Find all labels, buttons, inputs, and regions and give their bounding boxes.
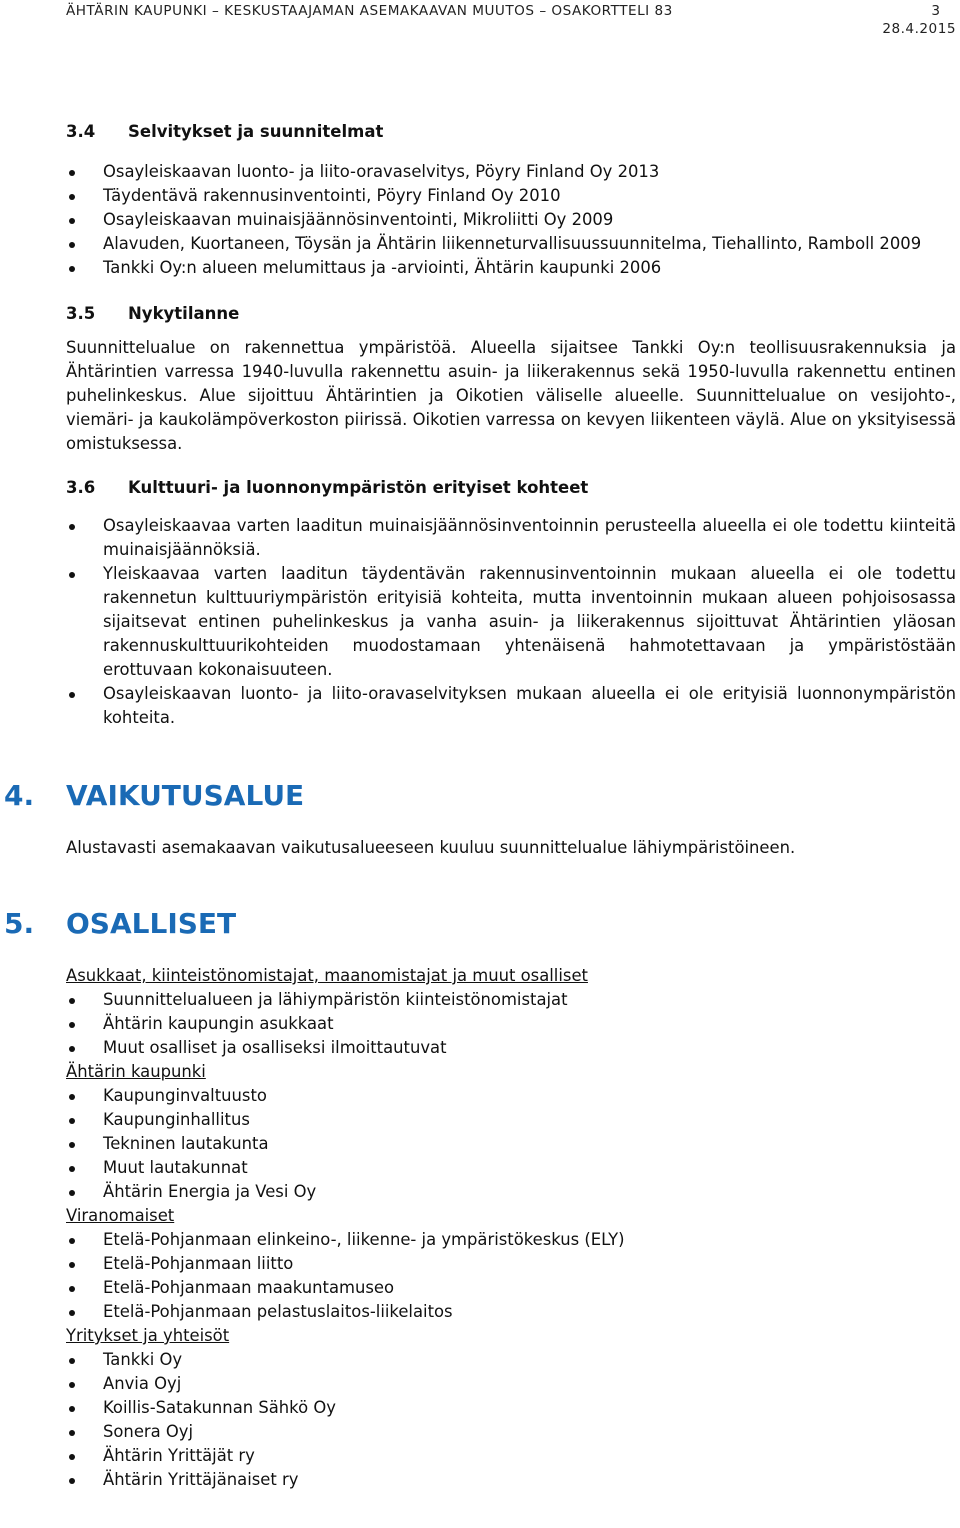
document-date: 28.4.2015 bbox=[882, 21, 956, 37]
page-header bbox=[0, 0, 960, 50]
list-item: Täydentävä rakennusinventointi, Pöyry Finland Oy 2010 bbox=[66, 184, 956, 208]
group-title-residents: Asukkaat, kiinteistönomistajat, maanomistajat ja muut osalliset bbox=[66, 966, 588, 985]
section-title: OSALLISET bbox=[66, 907, 237, 940]
list-item: Koillis-Satakunnan Sähkö Oy bbox=[66, 1396, 956, 1420]
list-item: Sonera Oyj bbox=[66, 1420, 956, 1444]
section-title: Nykytilanne bbox=[128, 304, 240, 323]
list-item: Osayleiskaavan muinaisjäännösinventointi, Mikroliitti Oy 2009 bbox=[66, 208, 956, 232]
list-item: Etelä-Pohjanmaan pelastuslaitos-liikelaitos bbox=[66, 1300, 956, 1324]
section-title: VAIKUTUSALUE bbox=[66, 779, 305, 812]
section-number: 4. bbox=[4, 779, 35, 812]
document-body bbox=[4, 120, 956, 1492]
list-item: Tankki Oy bbox=[66, 1348, 956, 1372]
page-number: 3 bbox=[931, 3, 940, 19]
section-5-heading bbox=[4, 904, 956, 944]
section-title: Kulttuuri- ja luonnonympäristön erityiset kohteet bbox=[128, 478, 589, 497]
section-number: 5. bbox=[4, 907, 35, 940]
list-item: Osayleiskaavaa varten laaditun muinaisjäännösinventoinnin perusteella alueella ei ole todettu kiinteitä muinaisjäännöksiä. bbox=[66, 514, 956, 562]
section-3-6-heading bbox=[66, 476, 956, 500]
list-item: Tekninen lautakunta bbox=[66, 1132, 956, 1156]
studies-list bbox=[66, 160, 956, 280]
city-list bbox=[66, 1084, 956, 1204]
authorities-list bbox=[66, 1228, 956, 1324]
section-4-heading bbox=[4, 776, 956, 816]
list-item: Anvia Oyj bbox=[66, 1372, 956, 1396]
list-item: Kaupunginhallitus bbox=[66, 1108, 956, 1132]
list-item: Yleiskaavaa varten laaditun täydentävän rakennusinventoinnin mukaan alueella ei ole todettu rakennetun kulttuuriympäristön erityisiä kohteita, mutta inventoinnin mukaan alueen pohjoisosassa sijaitsevat entinen puhelinkeskus ja vanha asuin- ja liikerakennus sijoittuvat Ähtärintien yläosan rakennuskulttuurikohteiden muodostamaan yhtenäisenä hahmotettavaan ja ympäristöstään erottuvaan kokonaisuuteen. bbox=[66, 562, 956, 682]
list-item: Ähtärin Yrittäjänaiset ry bbox=[66, 1468, 956, 1492]
list-item: Ähtärin kaupungin asukkaat bbox=[66, 1012, 956, 1036]
current-status-paragraph: Suunnittelualue on rakennettua ympäristöä. Alueella sijaitsee Tankki Oy:n teollisuusrakennuksia ja Ähtärintien varressa 1940-luvulla rakennettu asuin- ja liikerakennus sekä 1950-luvulla rakennettu entinen puhelinkeskus. Alue sijoittuu Ähtärintien ja Oikotien väliselle alueelle. Suunnittelualue on vesijohto-, viemäri- ja kaukolämpöverkoston piirissä. Oikotien varressa on kevyen liikenteen väylä. Alue on yksityisessä omistuksessa. bbox=[66, 338, 956, 453]
list-item: Etelä-Pohjanmaan liitto bbox=[66, 1252, 956, 1276]
list-item: Kaupunginvaltuusto bbox=[66, 1084, 956, 1108]
section-number: 3.6 bbox=[66, 478, 96, 497]
list-item: Ähtärin Yrittäjät ry bbox=[66, 1444, 956, 1468]
list-item: Osayleiskaavan luonto- ja liito-oravaselvityksen mukaan alueella ei ole erityisiä luonnonympäristön kohteita. bbox=[66, 682, 956, 730]
group-title-authorities: Viranomaiset bbox=[66, 1206, 175, 1225]
document-title: ÄHTÄRIN KAUPUNKI – KESKUSTAAJAMAN ASEMAKAAVAN MUUTOS – OSAKORTTELI 83 bbox=[66, 3, 673, 19]
residents-list bbox=[66, 988, 956, 1060]
list-item: Ähtärin Energia ja Vesi Oy bbox=[66, 1180, 956, 1204]
list-item: Alavuden, Kuortaneen, Töysän ja Ähtärin liikenneturvallisuussuunnitelma, Tiehallinto, Ramboll 2009 bbox=[66, 232, 956, 256]
section-title: Selvitykset ja suunnitelmat bbox=[128, 122, 384, 141]
impact-area-paragraph: Alustavasti asemakaavan vaikutusalueeseen kuuluu suunnittelualue lähiympäristöineen. bbox=[66, 838, 796, 857]
list-item: Muut osalliset ja osalliseksi ilmoittautuvat bbox=[66, 1036, 956, 1060]
list-item: Suunnittelualueen ja lähiympäristön kiinteistönomistajat bbox=[66, 988, 956, 1012]
section-3-4-heading bbox=[66, 120, 956, 144]
section-number: 3.5 bbox=[66, 304, 96, 323]
list-item: Osayleiskaavan luonto- ja liito-oravaselvitys, Pöyry Finland Oy 2013 bbox=[66, 160, 956, 184]
list-item: Etelä-Pohjanmaan maakuntamuseo bbox=[66, 1276, 956, 1300]
heritage-list bbox=[66, 514, 956, 730]
companies-list bbox=[66, 1348, 956, 1492]
list-item: Muut lautakunnat bbox=[66, 1156, 956, 1180]
list-item: Etelä-Pohjanmaan elinkeino-, liikenne- ja ympäristökeskus (ELY) bbox=[66, 1228, 956, 1252]
section-number: 3.4 bbox=[66, 122, 96, 141]
group-title-companies: Yritykset ja yhteisöt bbox=[66, 1326, 230, 1345]
list-item: Tankki Oy:n alueen melumittaus ja -arviointi, Ähtärin kaupunki 2006 bbox=[66, 256, 956, 280]
section-3-5-heading bbox=[66, 302, 956, 326]
group-title-city: Ähtärin kaupunki bbox=[66, 1062, 206, 1081]
